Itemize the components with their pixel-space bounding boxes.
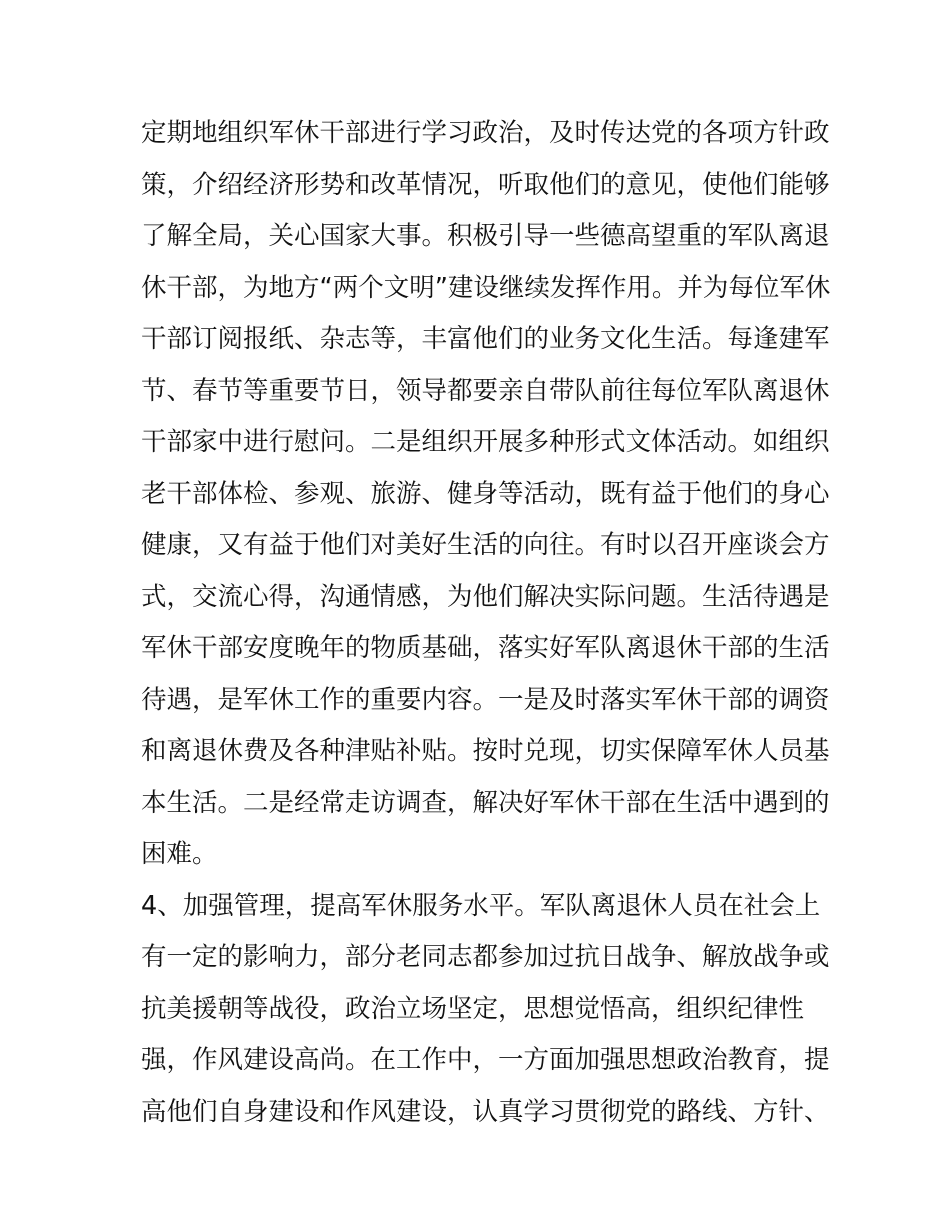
text-line: 待遇，是军休工作的重要内容。一是及时落实军休干部的调资 xyxy=(141,684,830,715)
text-line: 策，介绍经济形势和改革情况，听取他们的意见，使他们能够 xyxy=(141,169,830,200)
text-line: 4、加强管理，提高军休服务水平。军队离退休人员在社会上 xyxy=(141,890,821,921)
body-text xyxy=(141,108,831,1138)
text-line: 式，交流心得，沟通情感，为他们解决实际问题。生活待遇是 xyxy=(141,581,830,612)
text-line: 休干部，为地方“两个文明”建设继续发挥作用。并为每位军休 xyxy=(141,272,831,303)
text-line: 困难。 xyxy=(141,839,218,869)
text-line: 定期地组织军休干部进行学习政治，及时传达党的各项方针政 xyxy=(141,118,830,148)
text-line: 高他们自身建设和作风建设，认真学习贯彻党的路线、方针、 xyxy=(141,1096,830,1127)
text-line: 和离退休费及各种津贴补贴。按时兑现，切实保障军休人员基 xyxy=(141,736,830,766)
text-line: 抗美援朝等战役，政治立场坚定，思想觉悟高，组织纪律性 xyxy=(141,993,805,1024)
text-line: 节、春节等重要节日，领导都要亲自带队前往每位军队离退休 xyxy=(141,375,830,406)
text-line: 有一定的影响力，部分老同志都参加过抗日战争、解放战争或 xyxy=(141,942,830,972)
text-line: 了解全局，关心国家大事。积极引导一些德高望重的军队离退 xyxy=(141,221,830,251)
text-line: 本生活。二是经常走访调查，解决好军休干部在生活中遇到的 xyxy=(141,787,830,818)
text-line: 干部订阅报纸、杂志等，丰富他们的业务文化生活。每逢建军 xyxy=(141,324,830,354)
text-line: 强，作风建设高尚。在工作中，一方面加强思想政治教育，提 xyxy=(141,1045,830,1075)
text-line: 健康，又有益于他们对美好生活的向往。有时以召开座谈会方 xyxy=(141,530,830,560)
text-line: 老干部体检、参观、旅游、健身等活动，既有益于他们的身心 xyxy=(141,478,830,509)
text-line: 军休干部安度晚年的物质基础，落实好军队离退休干部的生活 xyxy=(141,633,830,663)
text-line: 干部家中进行慰问。二是组织开展多种形式文体活动。如组织 xyxy=(141,427,830,457)
